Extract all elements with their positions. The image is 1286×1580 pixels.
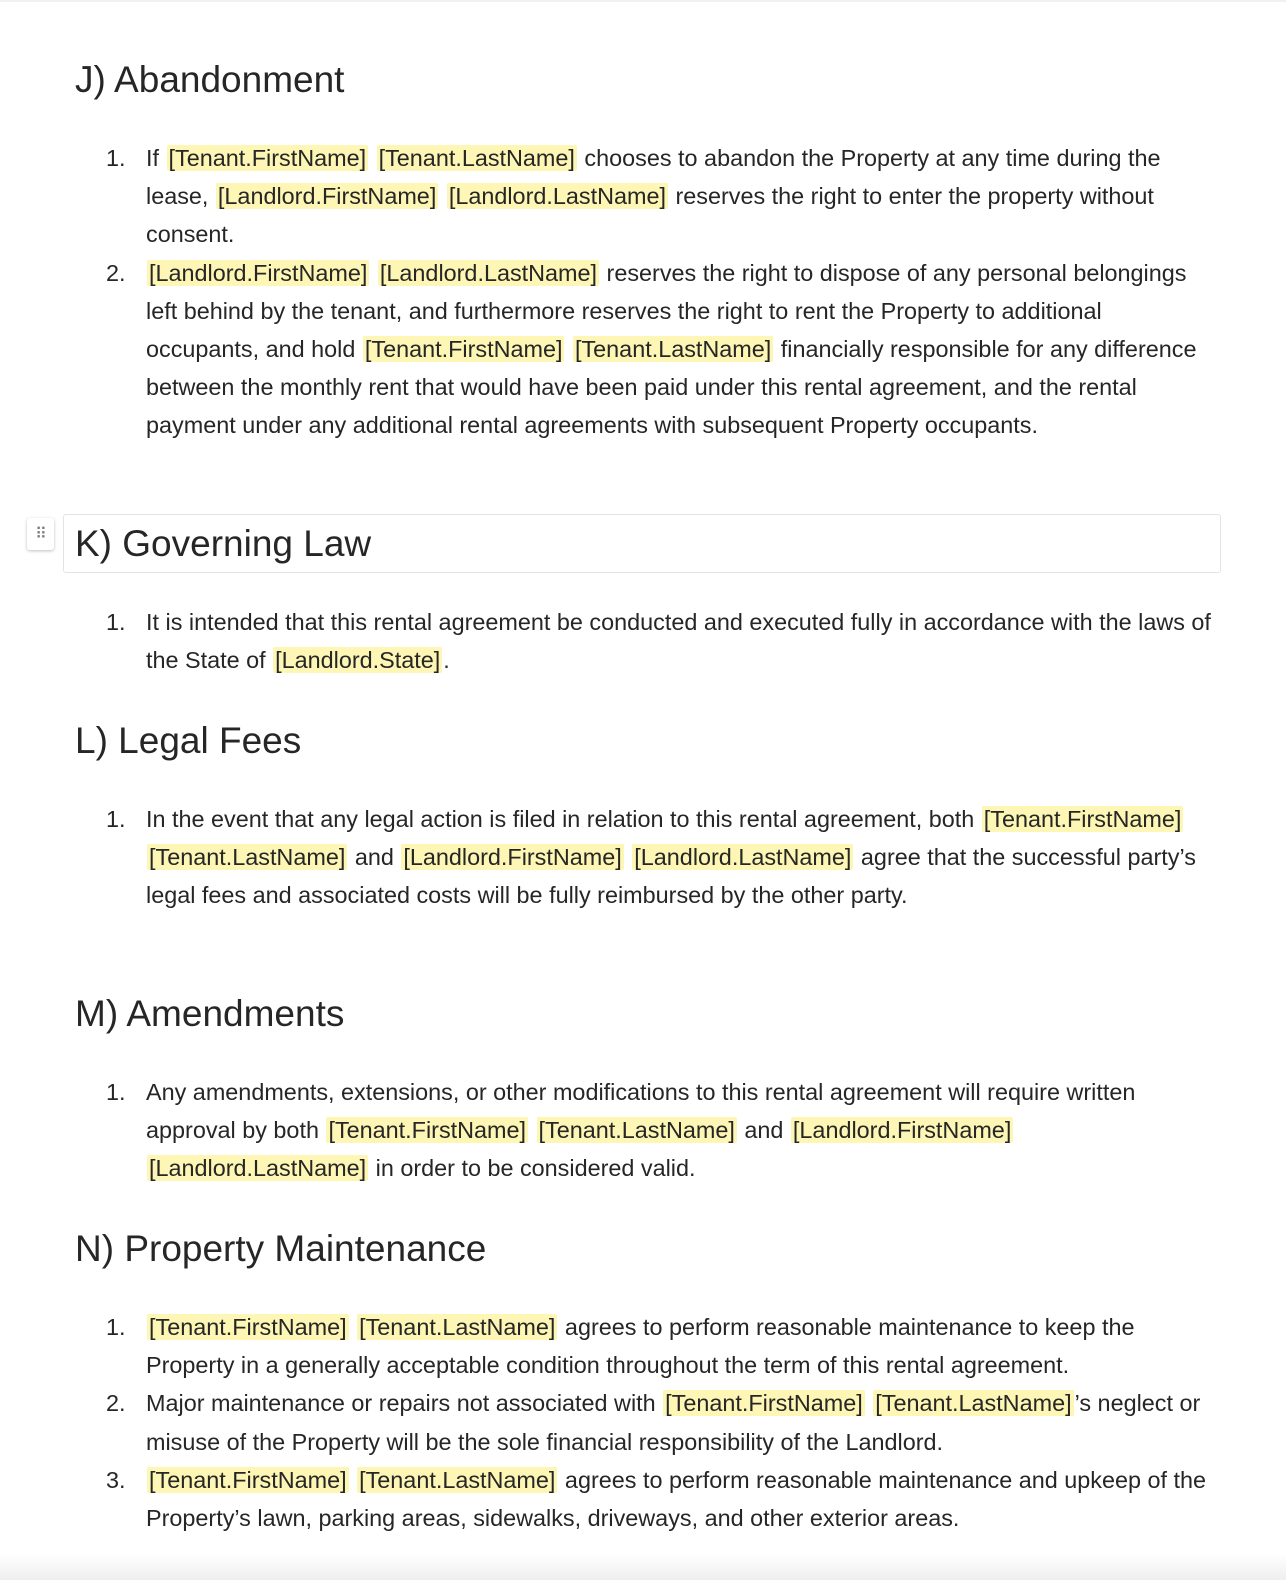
item-text: Major maintenance or repairs not associated with (146, 1390, 663, 1417)
template-variable[interactable]: [Landlord.FirstName] (403, 844, 622, 871)
item-text: It is intended that this rental agreement be conducted and executed fully in accordance with the laws of the State of (146, 609, 1211, 674)
section-heading[interactable]: N) Property Maintenance (75, 1228, 487, 1269)
list-item[interactable] (0, 800, 1286, 915)
list-item[interactable] (0, 1308, 1286, 1384)
item-text: agrees to perform reasonable maintenance and upkeep of the Property’s lawn, parking areas, sidewalks, driveways, and other exterior areas. (146, 1466, 1207, 1532)
list-number: 1. (106, 609, 126, 635)
item-text (439, 183, 446, 209)
section-amendments (0, 992, 1286, 1188)
item-text: In the event that any legal action is filed in relation to this rental agreement, both (146, 806, 981, 832)
item-text: agree that the successful party’s legal fees and associated costs will be fully reimbursed by the other party. (146, 844, 1196, 909)
list-item[interactable] (0, 139, 1286, 254)
item-text: If (146, 145, 166, 171)
section-heading[interactable]: K) Governing Law (75, 523, 372, 564)
list-item[interactable] (0, 254, 1286, 445)
bottom-fade (0, 1554, 1286, 1580)
list-number: 3. (106, 1466, 126, 1493)
list-number: 2. (106, 259, 126, 286)
list-item[interactable] (0, 1073, 1286, 1188)
item-text (369, 145, 376, 171)
section-abandonment (0, 58, 1286, 445)
section-list (0, 1308, 1286, 1537)
template-variable[interactable]: [Tenant.LastName] (574, 336, 772, 363)
list-number: 1. (106, 1079, 126, 1105)
item-text (350, 1314, 357, 1340)
template-variable[interactable]: [Tenant.LastName] (359, 1466, 556, 1493)
list-number: 1. (106, 1314, 126, 1340)
template-variable[interactable]: [Landlord.FirstName] (792, 1117, 1012, 1144)
template-variable[interactable]: [Tenant.FirstName] (364, 336, 563, 363)
item-text: chooses to abandon the Property at any time during the lease, (146, 145, 1161, 210)
section-heading[interactable]: M) Amendments (75, 993, 345, 1034)
template-variable[interactable]: [Tenant.LastName] (359, 1314, 556, 1340)
list-item[interactable] (0, 1461, 1286, 1537)
section-property-maintenance (0, 1227, 1286, 1537)
item-text (529, 1117, 536, 1143)
list-item[interactable] (0, 603, 1286, 679)
item-text: financially responsible for any difference between the monthly rent that would have been paid under this rental agreement, and the rental payment under any additional rental agreements with subsequent Property occupants. (146, 336, 1197, 439)
template-variable[interactable]: [Tenant.LastName] (149, 844, 346, 871)
drag-handle-icon[interactable]: ⠿ (27, 518, 54, 550)
item-text: reserves the right to enter the property without consent. (146, 183, 1154, 248)
item-text (370, 260, 377, 286)
template-variable[interactable]: [Tenant.FirstName] (665, 1390, 863, 1417)
template-variable[interactable]: [Landlord.State] (275, 647, 441, 674)
template-variable[interactable]: [Tenant.FirstName] (149, 1466, 347, 1493)
item-text (625, 844, 632, 870)
item-text: and (737, 1117, 790, 1144)
section-heading[interactable]: J) Abandonment (75, 59, 345, 100)
item-text (866, 1390, 873, 1416)
section-list (0, 800, 1286, 915)
template-variable[interactable]: [Landlord.FirstName] (217, 183, 437, 210)
section-heading[interactable]: L) Legal Fees (75, 720, 302, 761)
list-number: 2. (106, 1390, 126, 1417)
template-variable[interactable]: [Landlord.LastName] (149, 1155, 367, 1182)
section-list (0, 1073, 1286, 1188)
template-variable[interactable]: [Tenant.LastName] (538, 1117, 735, 1144)
item-text: Any amendments, extensions, or other modifications to this rental agreement will require written approval by both (146, 1079, 1136, 1144)
template-variable[interactable]: [Tenant.FirstName] (168, 145, 367, 171)
section-list (0, 603, 1286, 679)
list-number: 1. (106, 145, 126, 171)
item-text: in order to be considered valid. (369, 1155, 696, 1182)
template-variable[interactable]: [Landlord.LastName] (448, 183, 666, 210)
template-variable[interactable]: [Landlord.LastName] (379, 259, 598, 286)
list-item[interactable] (0, 1384, 1286, 1460)
template-variable[interactable]: [Tenant.FirstName] (149, 1314, 347, 1340)
section-legal-fees (0, 719, 1286, 915)
item-text: . (443, 647, 450, 674)
template-variable[interactable]: [Tenant.LastName] (875, 1390, 1072, 1417)
item-text (565, 336, 572, 362)
section-governing-law (0, 522, 1286, 679)
section-list (0, 139, 1286, 445)
item-text: ’s neglect or misuse of the Property will be the sole financial responsibility of the Landlord. (146, 1390, 1201, 1455)
item-text: agrees to perform reasonable maintenance to keep the Property in a generally acceptable condition throughout the term of this rental agreement. (146, 1314, 1135, 1379)
item-text: reserves the right to dispose of any personal belongings left behind by the tenant, and furthermore reserves the right to rent the Property to additional occupants, and hold (146, 259, 1187, 363)
item-text (350, 1467, 357, 1493)
top-divider (0, 0, 1286, 2)
template-variable[interactable]: [Tenant.FirstName] (983, 806, 1182, 832)
item-text: and (348, 844, 401, 871)
template-variable[interactable]: [Tenant.FirstName] (328, 1117, 527, 1144)
list-number: 1. (106, 806, 126, 832)
template-variable[interactable]: [Landlord.FirstName] (149, 259, 368, 286)
template-variable[interactable]: [Tenant.LastName] (378, 145, 575, 171)
template-variable[interactable]: [Landlord.LastName] (634, 844, 852, 871)
